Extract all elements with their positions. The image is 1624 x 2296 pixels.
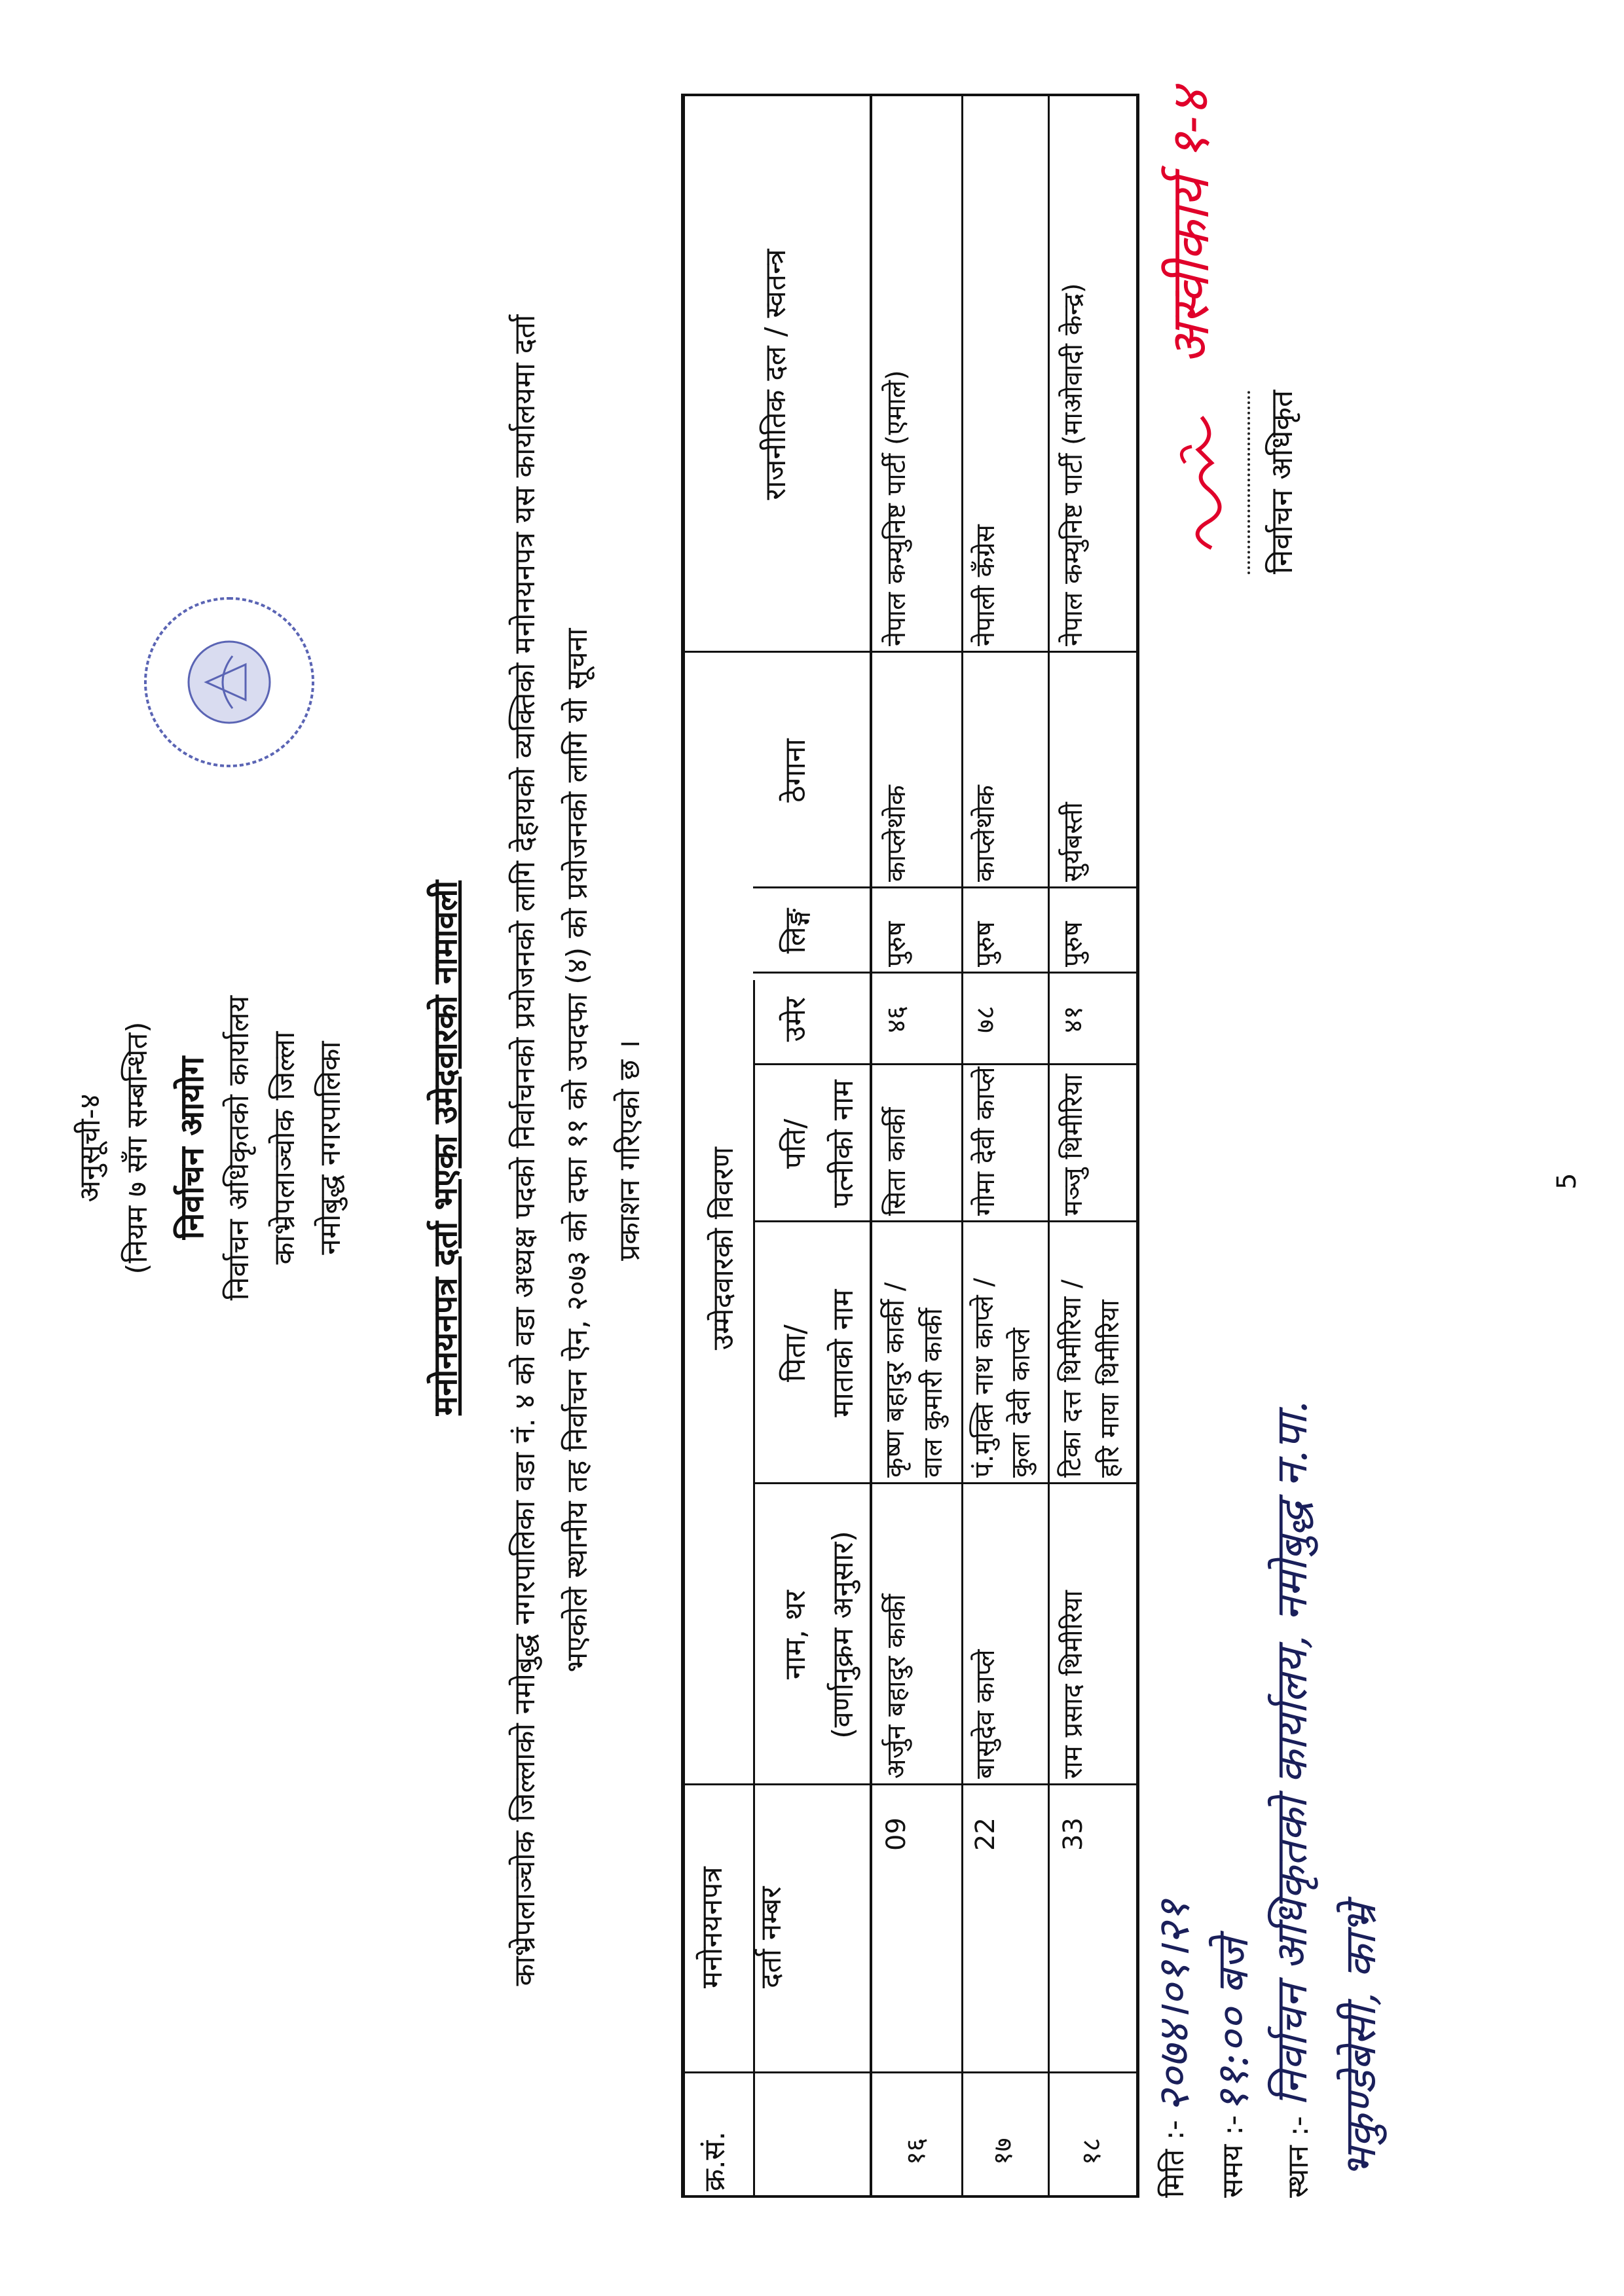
row1-gender: पुरुष xyxy=(881,921,912,967)
document-title: मनोनयनपत्र दर्ता भएका उमेदवारको नामावली xyxy=(426,880,464,1416)
row2-address: काप्लेथोक xyxy=(970,785,1001,882)
row3-sn: १८ xyxy=(1077,2138,1107,2165)
table-bottom-border xyxy=(1136,96,1139,2198)
table-header-divider xyxy=(870,96,872,2198)
col-header-spouse-1: पति/ xyxy=(779,1118,812,1169)
row3-age: ४१ xyxy=(1058,1006,1088,1033)
table-group-divider xyxy=(753,980,755,2198)
row1-sn: १६ xyxy=(901,2138,931,2165)
col-header-name-1: नाम, थर xyxy=(779,1590,812,1680)
row3-nomination-no: 33 xyxy=(1058,1817,1088,1851)
officer-signature xyxy=(1172,378,1244,561)
table-col-line xyxy=(681,2071,1139,2073)
time-label: समय :- xyxy=(1216,2115,1249,2198)
office-name: निर्वाचन अधिकृतको कार्यालय xyxy=(222,995,255,1301)
table-col-line xyxy=(753,1063,1139,1065)
document-title-wrap xyxy=(426,0,464,2296)
row1-spouse: सिता कार्की xyxy=(881,1107,912,1216)
rule-reference: (नियम ७ सँग सम्बन्धित) xyxy=(120,1021,154,1275)
notice-line-3: प्रकाशन गरिएको छ । xyxy=(613,1040,646,1261)
row1-party: नेपाल कम्युनिष्ट पार्टी (एमाले) xyxy=(881,370,912,646)
col-header-sn: क्र.सं. xyxy=(698,2131,731,2191)
notice-line-2: भएकोले स्थानीय तह निर्वाचन ऐन, २०७३ को दफा ११ को उपदफा (४) को प्रयोजनको लागि यो सूचना xyxy=(561,628,594,1673)
row1-name: अर्जुन बहादुर कार्की xyxy=(881,1594,912,1779)
row3-parent-2: हरि माया थिमीरिया xyxy=(1095,1300,1125,1478)
col-header-parents-2: माताको नाम xyxy=(826,1289,860,1417)
table-col-line xyxy=(753,1482,1139,1484)
col-header-party: राजनीतिक दल / स्वतन्त्र xyxy=(759,249,792,500)
time-value-handwritten: ११:०० बजे xyxy=(1208,1937,1258,2113)
red-annotation: अस्वीकार्य १-४ xyxy=(1160,88,1221,365)
row3-spouse: मञ्जु थिमीरिया xyxy=(1058,1074,1088,1216)
district-name: काभ्रेपलाञ्चोक जिल्ला xyxy=(268,1031,301,1265)
table-col-line xyxy=(753,886,1139,888)
commission-name: निर्वाचन आयोग xyxy=(173,1056,211,1240)
row2-age: ७८ xyxy=(970,1006,1001,1033)
signature-line xyxy=(1247,391,1250,574)
table-row-divider-2 xyxy=(1048,96,1050,2198)
row2-name: बासुदेव काप्ले xyxy=(970,1649,1001,1779)
table-col-line xyxy=(681,94,1139,96)
row1-nomination-no: 09 xyxy=(881,1817,912,1851)
row1-address: काप्लेथोक xyxy=(881,785,912,882)
officer-label: निर्वाचन अधिकृत xyxy=(1264,390,1299,574)
row2-parent-1: पं.मुक्ति नाथ काप्ले / xyxy=(969,1278,999,1478)
row3-gender: पुरुष xyxy=(1058,921,1088,967)
table-col-line xyxy=(753,972,1139,974)
date-label: मिति :- xyxy=(1157,2120,1190,2198)
col-header-gender: लिङ्ग xyxy=(779,908,812,954)
table-col-line xyxy=(681,651,1139,653)
row1-age: ४६ xyxy=(881,1006,912,1033)
row2-gender: पुरुष xyxy=(970,921,1001,967)
col-header-parents-1: पिता/ xyxy=(779,1324,812,1382)
row1-parent-1: कृष्ण बहादुर कार्की / xyxy=(880,1282,910,1478)
row1-parent-2: वाल कुमारी कार्की xyxy=(918,1307,948,1478)
col-group-candidate-details: उम्मेदवारको विवरण xyxy=(707,1146,740,1351)
row2-spouse: गोमा देवी काप्ले xyxy=(970,1066,1001,1216)
row2-parent-2: कुला देवी काप्ले xyxy=(1006,1328,1036,1478)
municipality-name: नमोबुद्ध नगरपालिका xyxy=(314,1041,347,1255)
col-header-age: उमेर xyxy=(779,996,812,1042)
row3-party: नेपाल कम्युनिष्ट पार्टी (माओवादी केन्द्र) xyxy=(1058,283,1088,646)
table-col-line xyxy=(753,1220,1139,1222)
place-value-handwritten-1: निर्वाचन अधिकृतको कार्यालय, नमोबुद्ध न.पा. xyxy=(1266,1400,1317,2106)
table-row-divider-1 xyxy=(961,96,963,2198)
notice-line-1: काभ्रेपलाञ्चोक जिल्लाको नमोबुद्ध नगरपालिका वडा नं. ४ को वडा अध्यक्ष पदको निर्वाचनको प्रयोजनको लागि देहायको व्यक्तिको मनोनयनपत्र यस कार्यालयमा दर्ता xyxy=(508,314,542,1986)
col-header-spouse-2: पत्नीको नाम xyxy=(826,1080,860,1208)
row2-party: नेपाली कँग्रेस xyxy=(970,524,1001,646)
row3-name: राम प्रसाद थिमीरिया xyxy=(1058,1590,1088,1779)
row3-address: सुर्यबस्ती xyxy=(1058,802,1088,882)
col-header-name-2: (वर्णानुक्रम अनुसार) xyxy=(826,1531,860,1739)
row2-nomination-no: 22 xyxy=(970,1817,1001,1851)
date-value-handwritten: २०७४।०१।२१ xyxy=(1149,1900,1199,2113)
col-header-address: ठेगाना xyxy=(779,738,812,803)
office-seal-stamp xyxy=(134,587,324,777)
row2-sn: १७ xyxy=(988,2138,1018,2165)
col-header-nomination-1: मनोनयनपत्र xyxy=(695,1867,729,1988)
table-col-line xyxy=(681,2195,1139,2198)
col-header-nomination-2: दर्ता नम्बर xyxy=(754,1886,788,1988)
table-col-line xyxy=(681,1783,1139,1785)
place-label: स्थान :- xyxy=(1282,2116,1315,2198)
page-number: 5 xyxy=(1552,1173,1582,1190)
place-value-handwritten-2: भकुण्डेबेसी, काभ्रे xyxy=(1335,1903,1386,2178)
row3-parent-1: टिका दत्त थिमीरिया / xyxy=(1057,1279,1087,1478)
table-top-border xyxy=(681,96,685,2198)
schedule-label: अनुसूची-४ xyxy=(73,1093,107,1203)
